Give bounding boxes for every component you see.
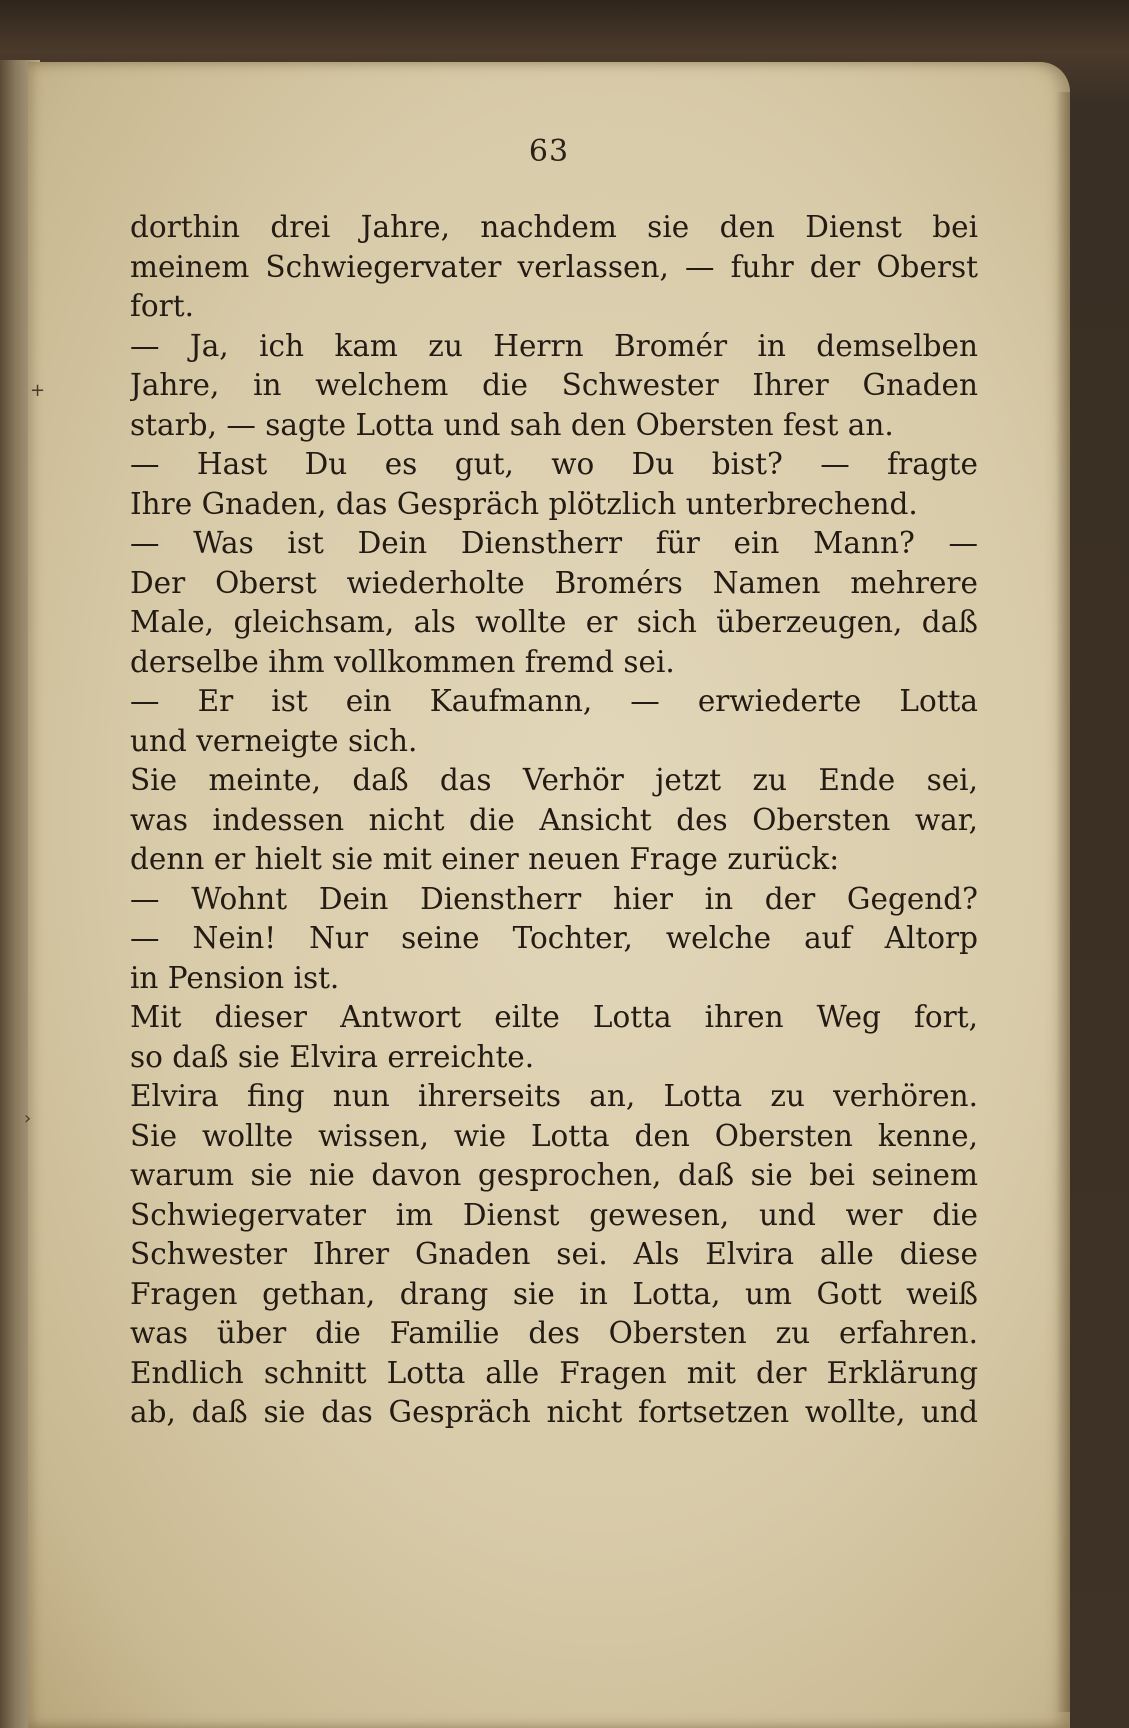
text-line: Male, gleichsam, als wollte er sich überzeugen, daß — [130, 605, 978, 639]
text-line: Endlich schnitt Lotta alle Fragen mit der Erklärung — [130, 1355, 978, 1390]
text-line: was indessen nicht die Ansicht des Obersten war, — [130, 802, 978, 837]
text-line: Sie wollte wissen, wie Lotta den Obersten kenne, — [130, 1118, 978, 1153]
margin-mark-arrow: › — [24, 1108, 32, 1129]
text-line: — Nein! Nur seine Tochter, welche auf Altorp — [130, 921, 978, 955]
text-line: Schwiegervater im Dienst gewesen, und wer die — [130, 1197, 978, 1232]
text-line: denn er hielt sie mit einer neuen Frage zurück: — [130, 842, 840, 876]
text-line: meinem Schwiegervater verlassen, — fuhr der Oberst — [130, 249, 978, 284]
text-line: Mit dieser Antwort eilte Lotta ihren Weg fort, — [130, 1000, 978, 1034]
text-line: — Wohnt Dein Dienstherr hier in der Gegend? — [130, 881, 978, 916]
text-line: fort. — [130, 289, 195, 323]
book-page — [28, 62, 1070, 1728]
text-line: in Pension ist. — [130, 960, 340, 995]
text-line: warum sie nie davon gesprochen, daß sie bei seinem — [130, 1158, 978, 1192]
text-line: ab, daß sie das Gespräch nicht fortsetzen wollte, und — [130, 1395, 978, 1429]
page-number: 63 — [528, 134, 570, 169]
text-line: Schwester Ihrer Gnaden sei. Als Elvira alle diese — [130, 1237, 978, 1271]
text-line: — Hast Du es gut, wo Du bist? — fragte — [130, 447, 978, 481]
page-edge-shadow — [1056, 92, 1070, 1712]
text-line: Fragen gethan, drang sie in Lotta, um Gott weiß — [130, 1276, 978, 1311]
text-line: — Was ist Dein Dienstherr für ein Mann? — — [130, 526, 978, 560]
text-line: derselbe ihm vollkommen fremd sei. — [130, 644, 675, 679]
text-line: Ihre Gnaden, das Gespräch plötzlich unterbrechend. — [130, 486, 918, 521]
text-line: — Ja, ich kam zu Herrn Bromér in demselben — [130, 328, 978, 363]
text-line: starb, — sagte Lotta und sah den Obersten fest an. — [130, 407, 894, 442]
body-text — [130, 208, 978, 1433]
margin-mark-dash: + — [30, 380, 46, 401]
text-line: was über die Familie des Obersten zu erfahren. — [130, 1316, 978, 1350]
text-line: Jahre, in welchem die Schwester Ihrer Gnaden — [130, 368, 978, 402]
text-line: Elvira fing nun ihrerseits an, Lotta zu verhören. — [130, 1079, 978, 1113]
text-line: so daß sie Elvira erreichte. — [130, 1039, 535, 1074]
text-line: Der Oberst wiederholte Bromérs Namen mehrere — [130, 565, 978, 600]
text-line: dorthin drei Jahre, nachdem sie den Dienst bei — [130, 210, 978, 244]
text-line: Sie meinte, daß das Verhör jetzt zu Ende sei, — [130, 763, 978, 797]
text-line: — Er ist ein Kaufmann, — erwiederte Lotta — [130, 684, 978, 718]
text-line: und verneigte sich. — [130, 723, 418, 758]
